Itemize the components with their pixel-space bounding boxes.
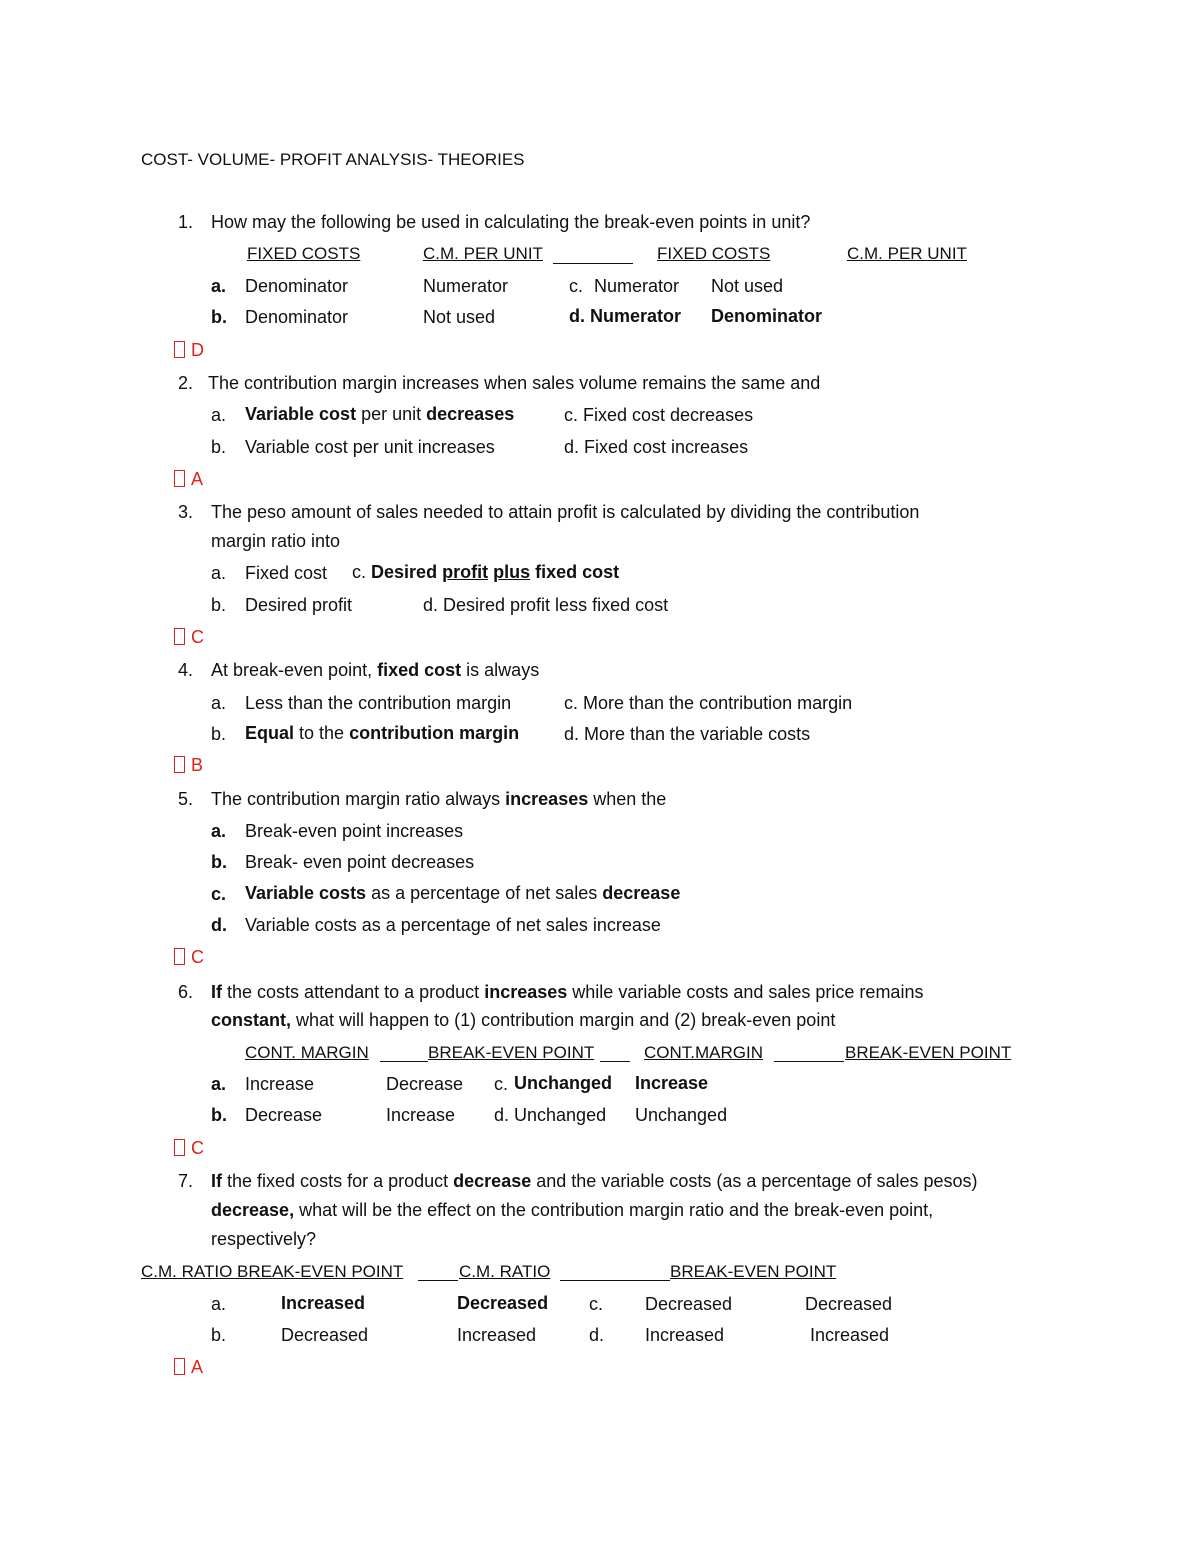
option-label: a. — [211, 821, 227, 841]
option-text: Fixed cost — [245, 563, 328, 583]
option-text: d. Unchanged — [494, 1105, 607, 1125]
answer-box-icon — [174, 341, 185, 358]
option-text-correct: Variable costs as a percentage of net sales decrease — [245, 883, 681, 903]
option-text: Variable cost per unit increases — [245, 437, 495, 457]
option-text-correct: Equal to the contribution margin — [245, 723, 520, 743]
option-text: Denominator — [245, 276, 349, 296]
column-header: CONT. MARGIN — [245, 1043, 369, 1062]
option-label: c. — [211, 884, 227, 904]
option-label: d. — [589, 1325, 605, 1345]
option-label: b. — [211, 852, 227, 872]
option-text: Not used — [711, 276, 784, 296]
column-header: CONT.MARGIN — [644, 1043, 763, 1062]
option-text: Desired profit — [245, 595, 353, 615]
answer-text: A — [191, 1357, 204, 1377]
header-underline — [774, 1061, 844, 1062]
question-text: constant, what will happen to (1) contribution margin and (2) break-even point — [211, 1010, 836, 1030]
answer-text: B — [191, 755, 204, 775]
column-header: C.M. PER UNIT — [423, 244, 543, 263]
question-number: 3. — [177, 502, 193, 522]
question-number: 4. — [177, 660, 193, 680]
answer-text: C — [191, 627, 204, 647]
option-text: Increased — [645, 1325, 725, 1345]
option-text: Break-even point increases — [245, 821, 464, 841]
option-text: Variable costs as a percentage of net sales increase — [245, 915, 661, 935]
question-text: At break-even point, fixed cost is always — [211, 660, 540, 680]
header-underline — [380, 1061, 428, 1062]
question-text: margin ratio into — [211, 531, 341, 551]
document-title: COST- VOLUME- PROFIT ANALYSIS- THEORIES — [141, 150, 525, 169]
answer-text: D — [191, 340, 204, 360]
answer-box-icon — [174, 948, 185, 965]
option-label: b. — [211, 437, 227, 457]
option-label: b. — [211, 307, 227, 327]
option-text: Increased — [810, 1325, 890, 1345]
option-text-correct: Unchanged — [514, 1073, 613, 1093]
option-label: a. — [211, 693, 227, 713]
header-underline — [553, 263, 633, 264]
answer-marker — [174, 339, 204, 361]
answer-box-icon — [174, 1139, 185, 1156]
column-header: C.M. PER UNIT — [847, 244, 967, 263]
option-text: Unchanged — [635, 1105, 728, 1125]
option-text-correct: Increase — [635, 1073, 709, 1093]
question-text: The peso amount of sales needed to attain profit is calculated by dividing the contribution — [211, 502, 920, 522]
question-number: 2. — [177, 373, 193, 393]
option-text: c. Fixed cost decreases — [564, 405, 754, 425]
option-text: Decreased — [805, 1294, 893, 1314]
header-underline — [600, 1061, 630, 1062]
option-text: Numerator — [423, 276, 509, 296]
question-text: How may the following be used in calculating the break-even points in unit? — [211, 212, 811, 232]
answer-box-icon — [174, 470, 185, 487]
option-text: Not used — [423, 307, 496, 327]
question-text: The contribution margin increases when sales volume remains the same and — [208, 373, 821, 393]
question-text: If the fixed costs for a product decrease and the variable costs (as a percentage of sales pesos) — [211, 1171, 978, 1191]
answer-marker — [174, 754, 203, 776]
option-label: a. — [211, 405, 227, 425]
option-text-correct: d. Numerator — [569, 306, 682, 326]
option-text: d. Fixed cost increases — [564, 437, 749, 457]
column-header: FIXED COSTS — [657, 244, 771, 263]
answer-marker — [174, 1356, 203, 1378]
question-text: decrease, what will be the effect on the contribution margin ratio and the break-even point, — [211, 1200, 934, 1220]
option-text: Less than the contribution margin — [245, 693, 512, 713]
option-label: c. — [494, 1074, 509, 1094]
option-text: Break- even point decreases — [245, 852, 475, 872]
column-header: C.M. RATIO — [459, 1262, 551, 1281]
option-text: Increase — [245, 1074, 315, 1094]
option-label: c. — [589, 1294, 604, 1314]
question-text: If the costs attendant to a product increases while variable costs and sales price remains — [211, 982, 924, 1002]
option-text: Decreased — [645, 1294, 733, 1314]
question-text: respectively? — [211, 1229, 317, 1249]
option-text: d. Desired profit less fixed cost — [423, 595, 669, 615]
option-text-correct: c. Desired profit plus fixed cost — [352, 562, 620, 582]
option-text: Increased — [457, 1325, 537, 1345]
option-label: b. — [211, 1325, 227, 1345]
option-text: Decreased — [281, 1325, 369, 1345]
option-text: Variable cost per unit decreases — [245, 404, 515, 424]
option-label: b. — [211, 724, 227, 744]
option-text: Increase — [386, 1105, 456, 1125]
header-underline — [418, 1280, 458, 1281]
column-header: BREAK-EVEN POINT — [428, 1043, 595, 1062]
option-label: a. — [211, 563, 227, 583]
answer-marker — [174, 1137, 204, 1159]
answer-box-icon — [174, 756, 185, 773]
answer-text: A — [191, 469, 204, 489]
header-underline — [560, 1280, 670, 1281]
option-label: a. — [211, 276, 227, 296]
answer-box-icon — [174, 628, 185, 645]
column-header: FIXED COSTS — [247, 244, 361, 263]
option-text-correct: Decreased — [457, 1293, 549, 1313]
option-text: Denominator — [245, 307, 349, 327]
question-text: The contribution margin ratio always increases when the — [211, 789, 667, 809]
answer-text: C — [191, 947, 204, 967]
option-label: d. — [211, 915, 227, 935]
question-number: 7. — [177, 1171, 193, 1191]
option-text: c. More than the contribution margin — [564, 693, 853, 713]
option-text-correct: Denominator — [711, 306, 823, 326]
option-label: a. — [211, 1074, 227, 1094]
column-header: BREAK-EVEN POINT — [845, 1043, 1012, 1062]
answer-marker — [174, 626, 204, 648]
option-text: Decrease — [386, 1074, 464, 1094]
option-label: a. — [211, 1294, 227, 1314]
option-label: b. — [211, 595, 227, 615]
answer-marker — [174, 946, 204, 968]
column-header: C.M. RATIO BREAK-EVEN POINT — [141, 1262, 404, 1281]
option-label: c. — [569, 276, 584, 296]
question-number: 6. — [177, 982, 193, 1002]
question-number: 5. — [177, 789, 193, 809]
option-text-correct: Increased — [281, 1293, 366, 1313]
option-text: Numerator — [594, 276, 680, 296]
option-label: b. — [211, 1105, 227, 1125]
option-text: d. More than the variable costs — [564, 724, 811, 744]
answer-marker — [174, 468, 203, 490]
option-text: Decrease — [245, 1105, 323, 1125]
question-number: 1. — [177, 212, 193, 232]
answer-box-icon — [174, 1358, 185, 1375]
column-header: BREAK-EVEN POINT — [670, 1262, 837, 1281]
answer-text: C — [191, 1138, 204, 1158]
